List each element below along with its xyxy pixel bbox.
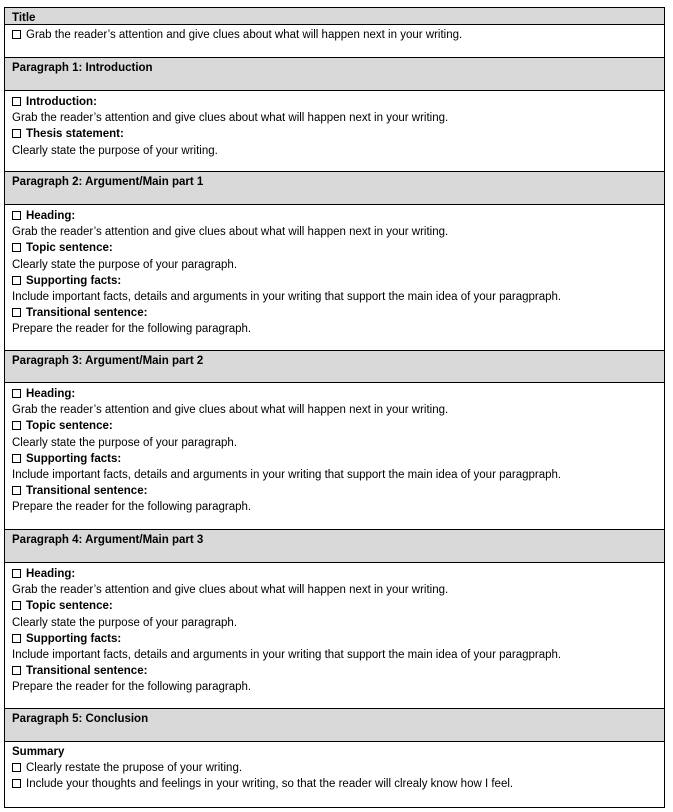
conclusion-item-text: Include your thoughts and feelings in your writing, so that the reader will clrealy know how I feel. <box>26 778 514 791</box>
item-text: Grab the reader’s attention and give clues about what will happen next in your writing. <box>12 584 449 597</box>
checkbox-icon[interactable] <box>12 763 21 772</box>
item-text: Include important facts, details and arguments in your writing that support the main idea of your paragpraph. <box>12 291 562 304</box>
checkbox-icon[interactable] <box>12 308 21 317</box>
item-label: Transitional sentence: <box>26 665 148 678</box>
paragraph-header: Paragraph 3: Argument/Main part 2 <box>12 355 204 367</box>
conclusion-header-row <box>5 709 665 742</box>
paragraph-4-content-row <box>5 563 665 709</box>
checkbox-icon[interactable] <box>12 569 21 578</box>
checkbox-icon[interactable] <box>12 779 21 788</box>
checkbox-icon[interactable] <box>12 243 21 252</box>
title-header-row <box>5 8 665 25</box>
paragraph-3-header-row <box>5 351 665 383</box>
item-text: Prepare the reader for the following paragraph. <box>12 501 252 514</box>
item-label: Supporting facts: <box>26 274 122 287</box>
item-label: Transitional sentence: <box>26 307 148 320</box>
checkbox-icon[interactable] <box>12 30 21 39</box>
intro-content-row <box>5 91 665 172</box>
paragraph-2-header-row <box>5 172 665 205</box>
item-label: Topic sentence: <box>26 420 113 433</box>
checkbox-icon[interactable] <box>12 389 21 398</box>
paragraph-2-content-row <box>5 205 665 351</box>
checkbox-icon[interactable] <box>12 634 21 643</box>
checkbox-icon[interactable] <box>12 601 21 610</box>
item-label: Introduction: <box>26 96 97 108</box>
intro-header-row <box>5 58 665 91</box>
checkbox-icon[interactable] <box>12 211 21 220</box>
item-label: Thesis statement: <box>26 128 124 141</box>
checkbox-icon[interactable] <box>12 454 21 463</box>
paragraph-header: Paragraph 4: Argument/Main part 3 <box>12 534 204 546</box>
item-text: Include important facts, details and arguments in your writing that support the main idea of your paragpraph. <box>12 649 562 662</box>
item-text: Clearly state the purpose of your writing. <box>12 144 218 157</box>
checkbox-icon[interactable] <box>12 421 21 430</box>
item-label: Topic sentence: <box>26 242 113 255</box>
item-text: Include important facts, details and arguments in your writing that support the main idea of your paragpraph. <box>12 469 562 482</box>
summary-label: Summary <box>12 746 65 758</box>
item-text: Clearly state the purpose of your paragraph. <box>12 436 238 449</box>
item-text: Prepare the reader for the following paragraph. <box>12 323 252 336</box>
item-label: Topic sentence: <box>26 600 113 613</box>
item-label: Heading: <box>26 388 76 400</box>
conclusion-header: Paragraph 5: Conclusion <box>12 713 149 725</box>
item-label: Heading: <box>26 568 76 580</box>
paragraph-4-header-row <box>5 530 665 563</box>
item-text: Clearly state the purpose of your paragraph. <box>12 616 238 629</box>
conclusion-item-text: Clearly restate the prupose of your writing. <box>26 762 243 775</box>
checkbox-icon[interactable] <box>12 97 21 106</box>
checkbox-icon[interactable] <box>12 129 21 138</box>
item-label: Supporting facts: <box>26 452 122 465</box>
checkbox-icon[interactable] <box>12 276 21 285</box>
item-label: Supporting facts: <box>26 632 122 645</box>
title-header: Title <box>12 12 36 24</box>
item-label: Heading: <box>26 210 76 222</box>
intro-header: Paragraph 1: Introduction <box>12 62 153 74</box>
item-text: Prepare the reader for the following paragraph. <box>12 681 252 694</box>
item-text: Grab the reader’s attention and give clues about what will happen next in your writing. <box>12 226 449 239</box>
title-content-row <box>5 25 665 58</box>
item-text: Grab the reader’s attention and give clues about what will happen next in your writing. <box>12 112 449 125</box>
writing-checklist-table <box>4 7 665 808</box>
title-item-text: Grab the reader’s attention and give clues about what will happen next in your writing. <box>26 29 463 41</box>
checkbox-icon[interactable] <box>12 666 21 675</box>
item-text: Clearly state the purpose of your paragraph. <box>12 258 238 271</box>
item-text: Grab the reader’s attention and give clues about what will happen next in your writing. <box>12 404 449 417</box>
item-label: Transitional sentence: <box>26 485 148 498</box>
checkbox-icon[interactable] <box>12 486 21 495</box>
conclusion-content-row <box>5 742 665 808</box>
paragraph-header: Paragraph 2: Argument/Main part 1 <box>12 176 204 188</box>
paragraph-3-content-row <box>5 383 665 530</box>
